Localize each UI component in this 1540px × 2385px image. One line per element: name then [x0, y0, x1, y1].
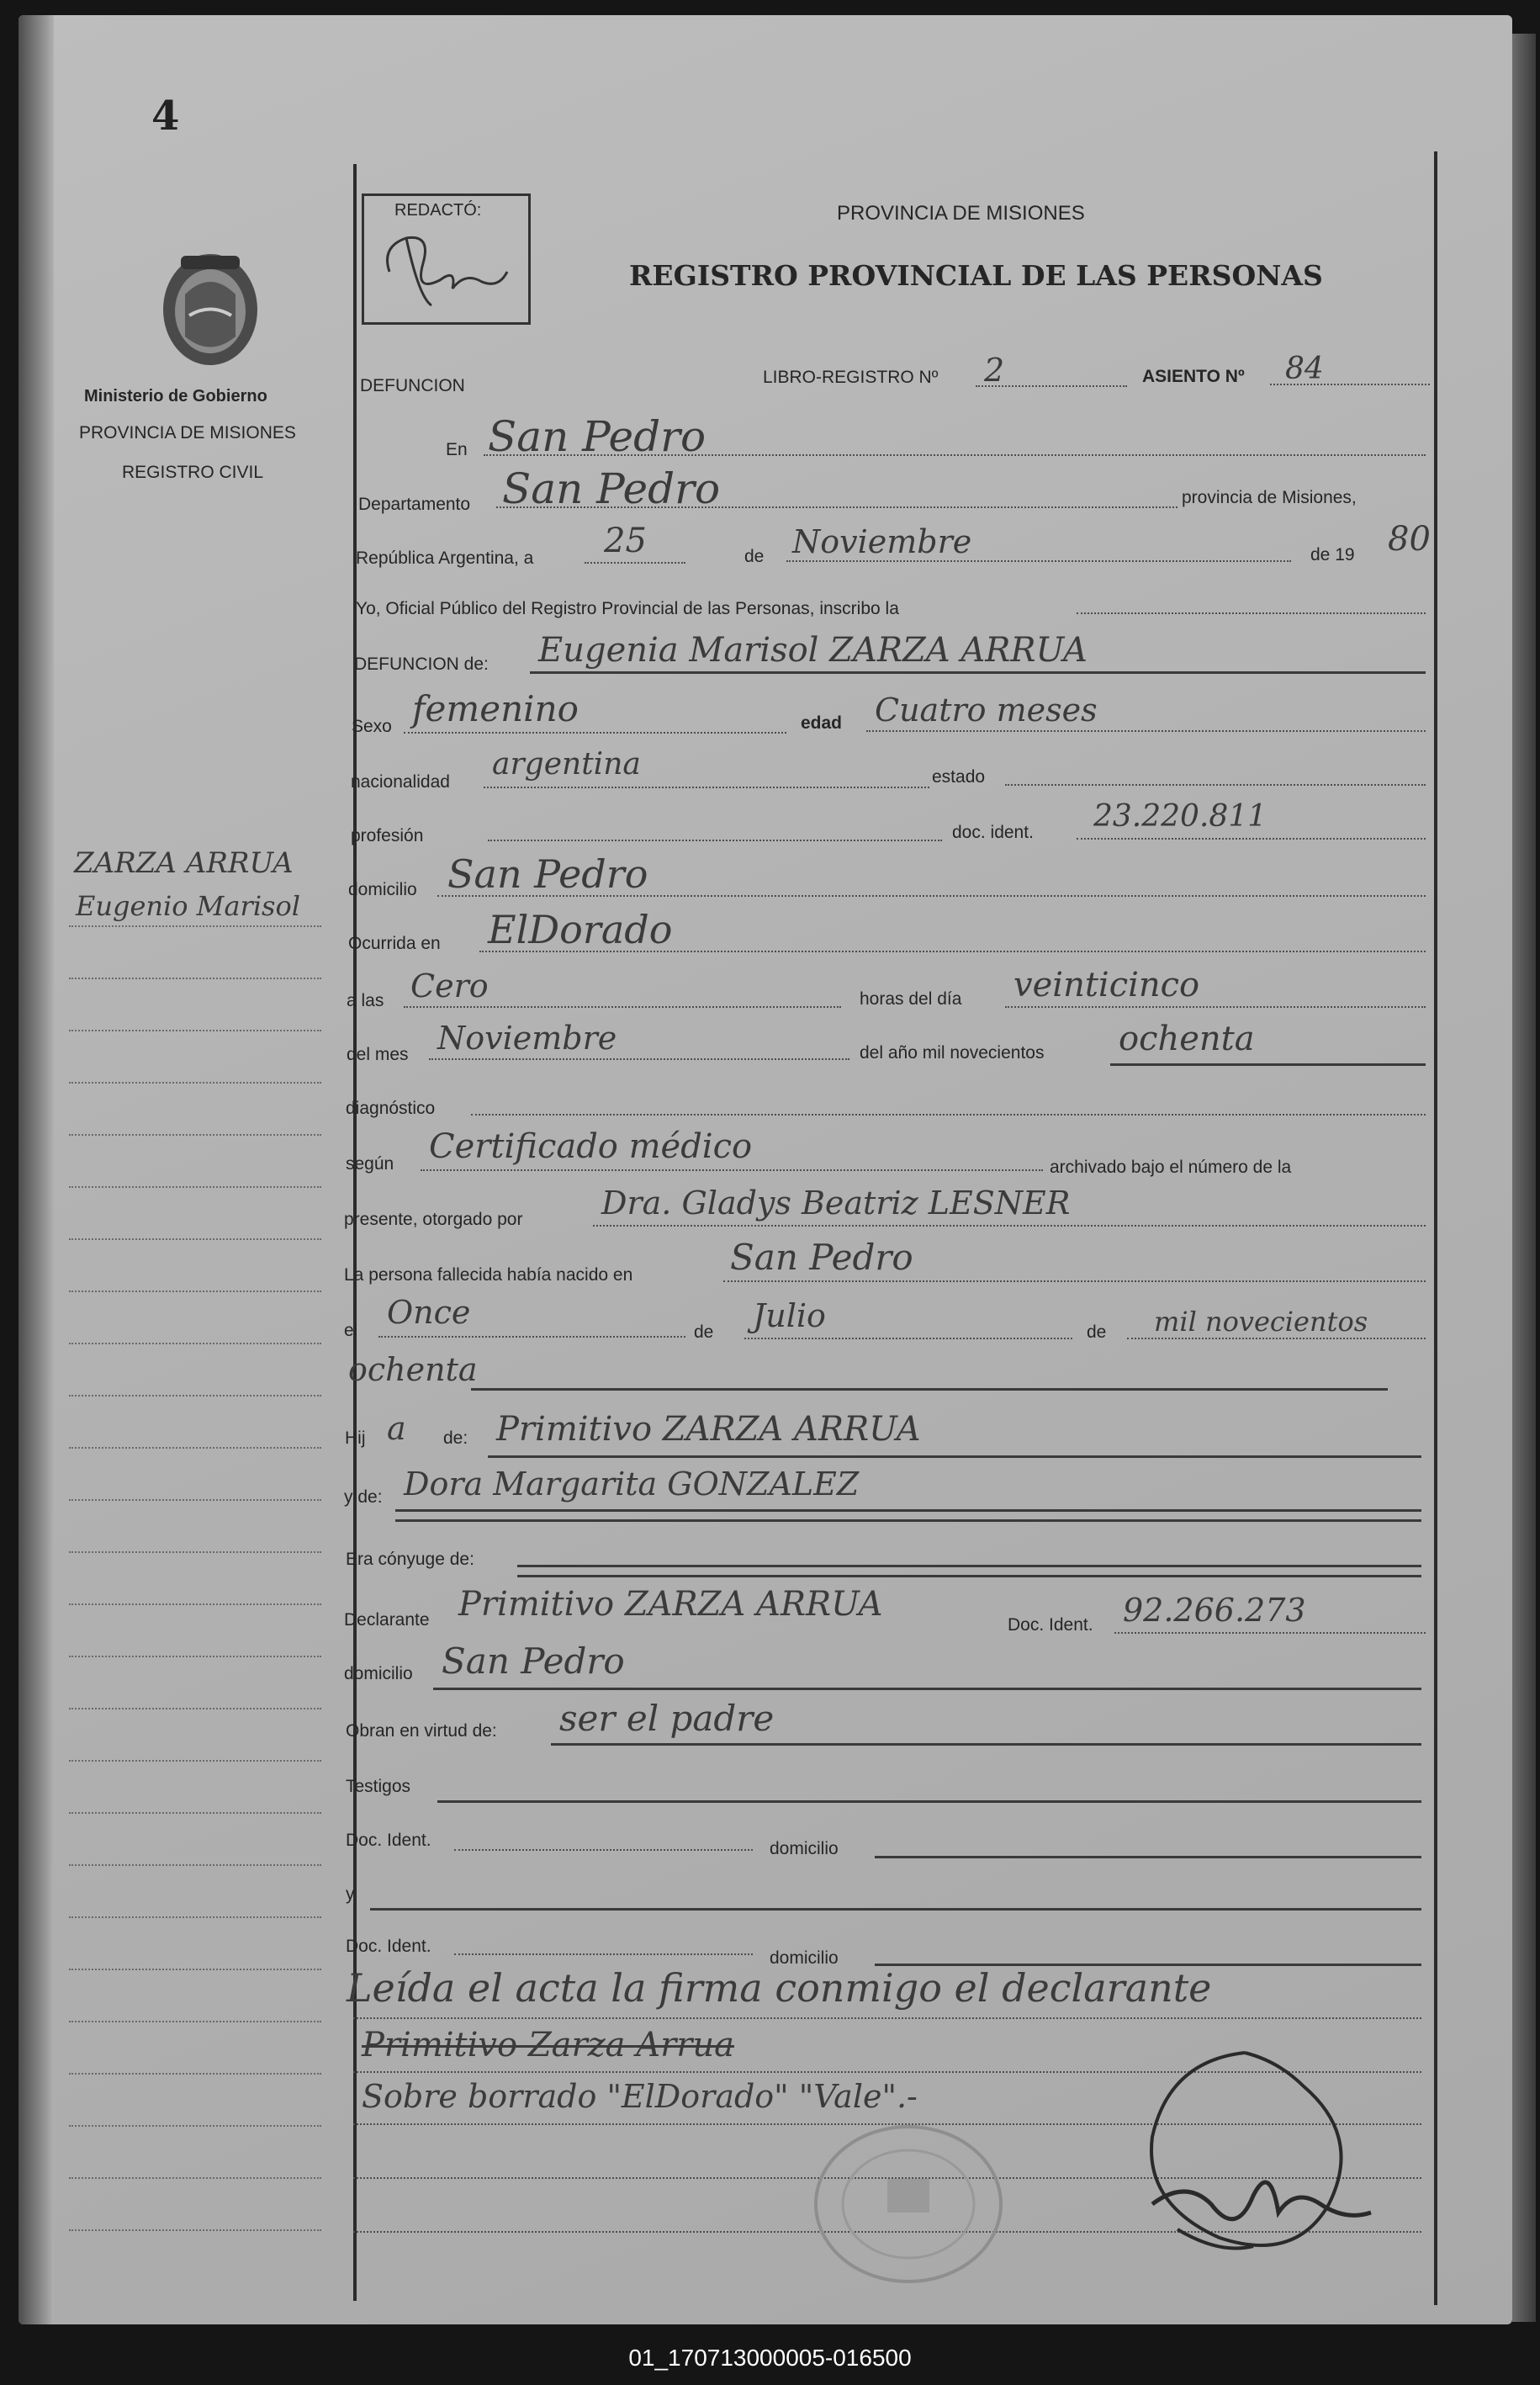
official-signature: [1119, 2036, 1388, 2288]
el-value: Once: [387, 1294, 471, 1331]
el-line: [378, 1336, 685, 1338]
edad-value: Cuatro meses: [875, 692, 1098, 729]
libro-value: 2: [984, 352, 1005, 389]
doc-value: 23.220.811: [1093, 799, 1267, 834]
alas-line: [404, 1006, 841, 1008]
margin-rule: [69, 1343, 321, 1344]
margin-rule: [69, 1030, 321, 1031]
presente-line: [593, 1225, 1426, 1227]
margin-rule: [69, 1916, 321, 1918]
t2-doc-label: Doc. Ident.: [346, 1937, 431, 1956]
margin-rule: [69, 1499, 321, 1501]
obran-value: ser el padre: [559, 1698, 775, 1739]
margin-rule: [69, 1603, 321, 1605]
domicilio-line: [437, 895, 1426, 897]
act-type-label: DEFUNCION: [360, 376, 465, 395]
father-line: [488, 1455, 1421, 1458]
page-title: REGISTRO PROVINCIAL DE LAS PERSONAS: [629, 259, 1323, 292]
margin-rule: [69, 2021, 321, 2022]
estado-label: estado: [932, 767, 986, 787]
de-label: de: [744, 547, 765, 566]
closing-line-1: Leída el acta la firma conmigo el declarante: [347, 1965, 1212, 2011]
t1-doc-line: [454, 1849, 753, 1851]
t1-dom-line: [875, 1856, 1421, 1858]
sexo-line: [404, 732, 786, 734]
book-binding: [19, 15, 54, 2324]
official-stamp: [807, 2120, 1009, 2288]
provincia-label: provincia de Misiones,: [1182, 488, 1357, 507]
year-value: 80: [1388, 520, 1431, 559]
coat-of-arms-seal: [156, 244, 265, 370]
de2-label: de: [694, 1322, 714, 1342]
nacido-line: [723, 1280, 1426, 1282]
margin-rule: [69, 1082, 321, 1084]
t1-doc-label: Doc. Ident.: [346, 1831, 431, 1850]
registry-label: REGISTRO CIVIL: [122, 463, 264, 482]
redacto-label: REDACTÓ:: [394, 201, 482, 220]
declarante-dom-label: domicilio: [344, 1664, 413, 1683]
departamento-value: San Pedro: [502, 464, 721, 513]
mother-value: Dora Margarita GONZALEZ: [404, 1465, 860, 1503]
margin-rule: [69, 1134, 321, 1136]
month-value: Noviembre: [792, 523, 972, 560]
month-line: [786, 560, 1291, 562]
de3-line: [1127, 1338, 1426, 1339]
en-value: San Pedro: [488, 412, 706, 461]
republica-label: República Argentina, a: [356, 549, 534, 568]
birth-year-line: [471, 1388, 1388, 1391]
birth-year-value: ochenta: [348, 1351, 478, 1388]
margin-rule: [69, 2073, 321, 2075]
yde-label: y de:: [344, 1487, 383, 1507]
margin-rule: [69, 1238, 321, 1240]
libro-label: LIBRO-REGISTRO Nº: [763, 368, 939, 387]
declarante-value: Primitivo ZARZA ARRUA: [458, 1585, 883, 1624]
anio-label: del año mil novecientos: [860, 1043, 1045, 1063]
margin-rule: [69, 1708, 321, 1709]
declarante-dom-line: [433, 1688, 1421, 1690]
page-number: 4: [151, 93, 180, 140]
segun-value: Certificado médico: [429, 1127, 753, 1166]
departamento-line: [496, 506, 1177, 508]
margin-rule: [69, 1656, 321, 1657]
margin-rule: [69, 1812, 321, 1814]
day-line: [585, 562, 685, 564]
closing-line-2: Primitivo Zarza Arrua: [362, 2026, 734, 2064]
doc-label: doc. ident.: [952, 823, 1034, 842]
profesion-line: [488, 840, 942, 841]
ministry-label: Ministerio de Gobierno: [84, 387, 267, 405]
scan-footer: [0, 2335, 1540, 2385]
doc-line: [1077, 838, 1426, 840]
defuncion-line: [530, 671, 1426, 674]
diagnostico-label: diagnóstico: [346, 1099, 436, 1118]
nacido-value: San Pedro: [730, 1237, 913, 1278]
horas-line: [1005, 1006, 1426, 1008]
header-province: PROVINCIA DE MISIONES: [837, 202, 1085, 225]
margin-rule: [69, 2177, 321, 2179]
declarante-doc-value: 92.266.273: [1123, 1592, 1306, 1629]
sexo-label: Sexo: [352, 717, 392, 736]
anio-value: ochenta: [1119, 1020, 1255, 1058]
closing-line-1-rule: [353, 2017, 1421, 2019]
diagnostico-line: [471, 1114, 1426, 1116]
en-label: En: [446, 440, 468, 459]
obran-line: [551, 1743, 1421, 1746]
mother-line-2: [395, 1519, 1421, 1522]
domicilio-value: San Pedro: [447, 851, 648, 897]
nacionalidad-value: argentina: [492, 747, 641, 782]
horas-value: veinticinco: [1013, 966, 1200, 1004]
margin-rule: [69, 2125, 321, 2127]
t2-dom-label: domicilio: [770, 1948, 839, 1968]
delmes-line: [429, 1058, 849, 1060]
day-value: 25: [604, 522, 647, 560]
alas-value: Cero: [410, 967, 489, 1004]
hija-de-label: de:: [443, 1428, 468, 1448]
mother-line: [395, 1509, 1421, 1512]
conyuge-line: [517, 1565, 1421, 1567]
testigos-line: [437, 1800, 1421, 1803]
declarante-doc-label: Doc. Ident.: [1008, 1615, 1093, 1635]
segun-line: [421, 1169, 1043, 1171]
margin-note-surname: ZARZA ARRUA: [74, 846, 294, 880]
archivado-label: archivado bajo el número de la: [1050, 1158, 1292, 1177]
profesion-label: profesión: [351, 826, 424, 845]
father-value: Primitivo ZARZA ARRUA: [496, 1410, 921, 1449]
margin-rule: [69, 1447, 321, 1449]
estado-line: [1005, 784, 1426, 786]
asiento-line: [1270, 384, 1430, 385]
hija-suffix: a: [387, 1410, 406, 1447]
margin-rule: [69, 1395, 321, 1397]
ocurrida-label: Ocurrida en: [348, 934, 441, 953]
declarante-label: Declarante: [344, 1610, 430, 1630]
de3-value: mil novecientos: [1154, 1306, 1368, 1338]
conyuge-label: Era cónyuge de:: [346, 1550, 474, 1569]
form-right-border: [1434, 151, 1437, 2305]
margin-rule: [69, 1760, 321, 1762]
t1-dom-label: domicilio: [770, 1839, 839, 1858]
hija-label: Hij: [345, 1428, 366, 1448]
de2-value: Julio: [753, 1297, 826, 1334]
asiento-value: 84: [1285, 352, 1324, 386]
yo-statement: Yo, Oficial Público del Registro Provincial de las Personas, inscribo la: [356, 599, 899, 618]
scan-id: 01_170713000005-016500: [628, 2345, 912, 2371]
presente-label: presente, otorgado por: [344, 1210, 523, 1229]
libro-line: [976, 385, 1127, 387]
de3-label: de: [1087, 1322, 1107, 1342]
defuncion-value: Eugenia Marisol ZARZA ARRUA: [538, 631, 1088, 670]
horas-label: horas del día: [860, 989, 962, 1009]
edad-line: [866, 730, 1426, 732]
redacto-signature: [373, 221, 516, 314]
alas-label: a las: [347, 991, 384, 1010]
ocurrida-value: ElDorado: [488, 907, 673, 952]
left-province-label: PROVINCIA DE MISIONES: [79, 423, 296, 443]
nacido-label: La persona fallecida había nacido en: [344, 1265, 633, 1285]
closing-line-3: Sobre borrado "ElDorado" "Vale".-: [362, 2078, 918, 2115]
nacionalidad-line: [484, 787, 929, 788]
defuncion-label: DEFUNCION de:: [354, 655, 489, 674]
y-label: y: [346, 1884, 355, 1904]
redacto-stamp: [362, 193, 531, 325]
segun-label: según: [346, 1154, 394, 1174]
en-line: [484, 454, 1426, 456]
obran-label: Obran en virtud de:: [346, 1721, 497, 1741]
margin-rule: [69, 1969, 321, 1970]
margin-rule: [69, 1291, 321, 1292]
margin-rule: [69, 925, 321, 927]
domicilio-label: domicilio: [348, 880, 417, 899]
t2-doc-line: [454, 1953, 753, 1955]
edad-label: edad: [801, 713, 843, 733]
de2-line: [744, 1338, 1072, 1339]
margin-rule: [69, 1864, 321, 1866]
ocurrida-line: [479, 951, 1426, 952]
departamento-label: Departamento: [358, 495, 471, 514]
y-line: [370, 1908, 1421, 1911]
presente-value: Dra. Gladys Beatriz LESNER: [601, 1185, 1071, 1222]
page-edge: [1512, 34, 1536, 2322]
nacionalidad-label: nacionalidad: [351, 772, 450, 792]
margin-rule: [69, 1186, 321, 1188]
sexo-value: femenino: [412, 688, 579, 729]
asiento-label: ASIENTO Nº: [1142, 367, 1245, 386]
margin-rule: [69, 1551, 321, 1553]
declarante-doc-line: [1114, 1632, 1426, 1634]
delmes-value: Noviembre: [437, 1020, 617, 1057]
margin-rule: [69, 978, 321, 979]
margin-rule: [69, 2229, 321, 2231]
year-label: de 19: [1310, 545, 1355, 564]
margin-note-name: Eugenio Marisol: [76, 890, 300, 922]
anio-line: [1110, 1063, 1426, 1066]
el-label: el: [344, 1321, 358, 1340]
testigos-label: Testigos: [346, 1777, 411, 1796]
conyuge-line-2: [517, 1575, 1421, 1577]
yo-line: [1077, 612, 1426, 614]
declarante-dom-value: San Pedro: [442, 1640, 625, 1682]
delmes-label: del mes: [347, 1045, 409, 1064]
